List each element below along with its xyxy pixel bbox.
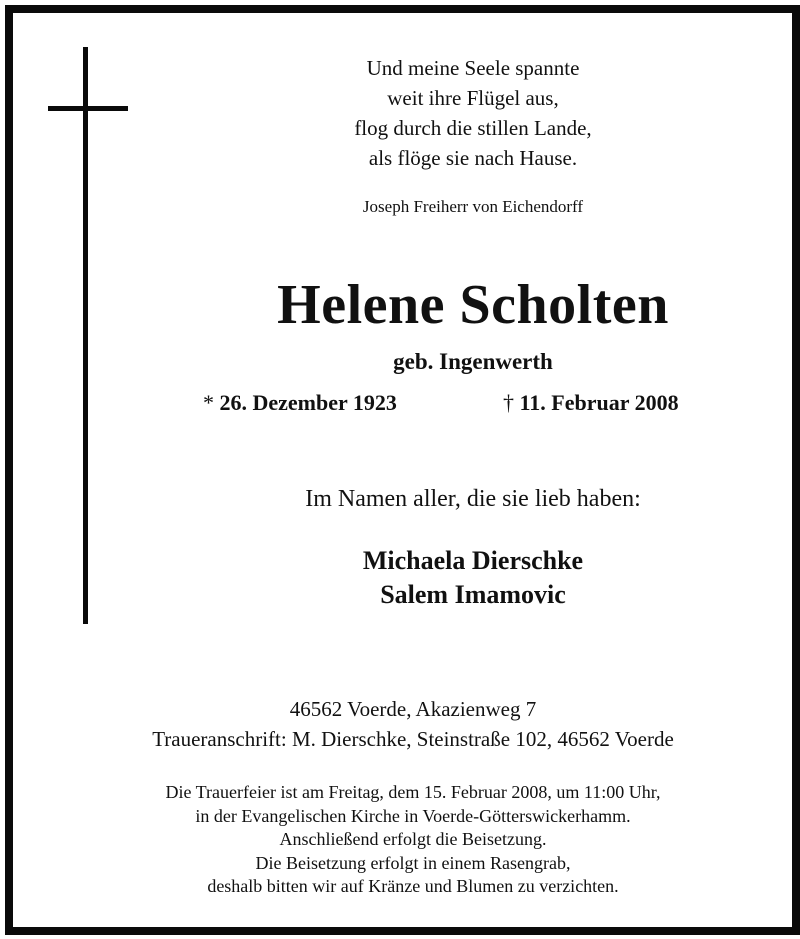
mourner-name: Salem Imamovic xyxy=(380,580,566,609)
poem-line: weit ihre Flügel aus, xyxy=(387,86,559,110)
birth-symbol: * xyxy=(203,390,214,415)
service-line: deshalb bitten wir auf Kränze und Blumen zu verzichten. xyxy=(207,876,619,896)
mourners-intro: Im Namen aller, die sie lieb haben: xyxy=(305,486,641,512)
service-line: Die Trauerfeier ist am Freitag, dem 15. Februar 2008, um 11:00 Uhr, xyxy=(165,782,661,802)
poem-line: flog durch die stillen Lande, xyxy=(354,116,592,140)
obituary-notice xyxy=(5,5,800,935)
funeral-service-info xyxy=(33,781,793,899)
service-line: Anschließend erfolgt die Beisetzung. xyxy=(279,829,547,849)
birth-name: geb. Ingenwerth xyxy=(393,349,553,374)
cross-icon xyxy=(83,47,88,624)
poem-line: Und meine Seele spannte xyxy=(366,56,580,80)
service-line: Die Beisetzung erfolgt in einem Rasengrab, xyxy=(255,852,571,873)
mourners-names xyxy=(213,544,733,612)
death-date: 11. Februar 2008 xyxy=(519,390,679,415)
poem xyxy=(253,53,693,173)
birth-date-group xyxy=(203,388,397,418)
deceased-name: Helene Scholten xyxy=(277,274,669,336)
life-dates xyxy=(173,388,773,418)
birth-date: 26. Dezember 1923 xyxy=(219,390,397,415)
condolence-address: Traueranschrift: M. Dierschke, Steinstraße 102, 46562 Voerde xyxy=(152,727,674,751)
residence-address: 46562 Voerde, Akazienweg 7 xyxy=(289,697,537,721)
mourner-name: Michaela Dierschke xyxy=(362,546,584,575)
service-line: in der Evangelischen Kirche in Voerde-Götterswickerhamm. xyxy=(195,805,631,826)
death-date-group xyxy=(503,388,679,418)
cross-icon-bar xyxy=(48,106,128,111)
death-symbol: † xyxy=(503,390,514,415)
poem-line: als flöge sie nach Hause. xyxy=(368,146,578,170)
poem-author: Joseph Freiherr von Eichendorff xyxy=(362,197,584,216)
